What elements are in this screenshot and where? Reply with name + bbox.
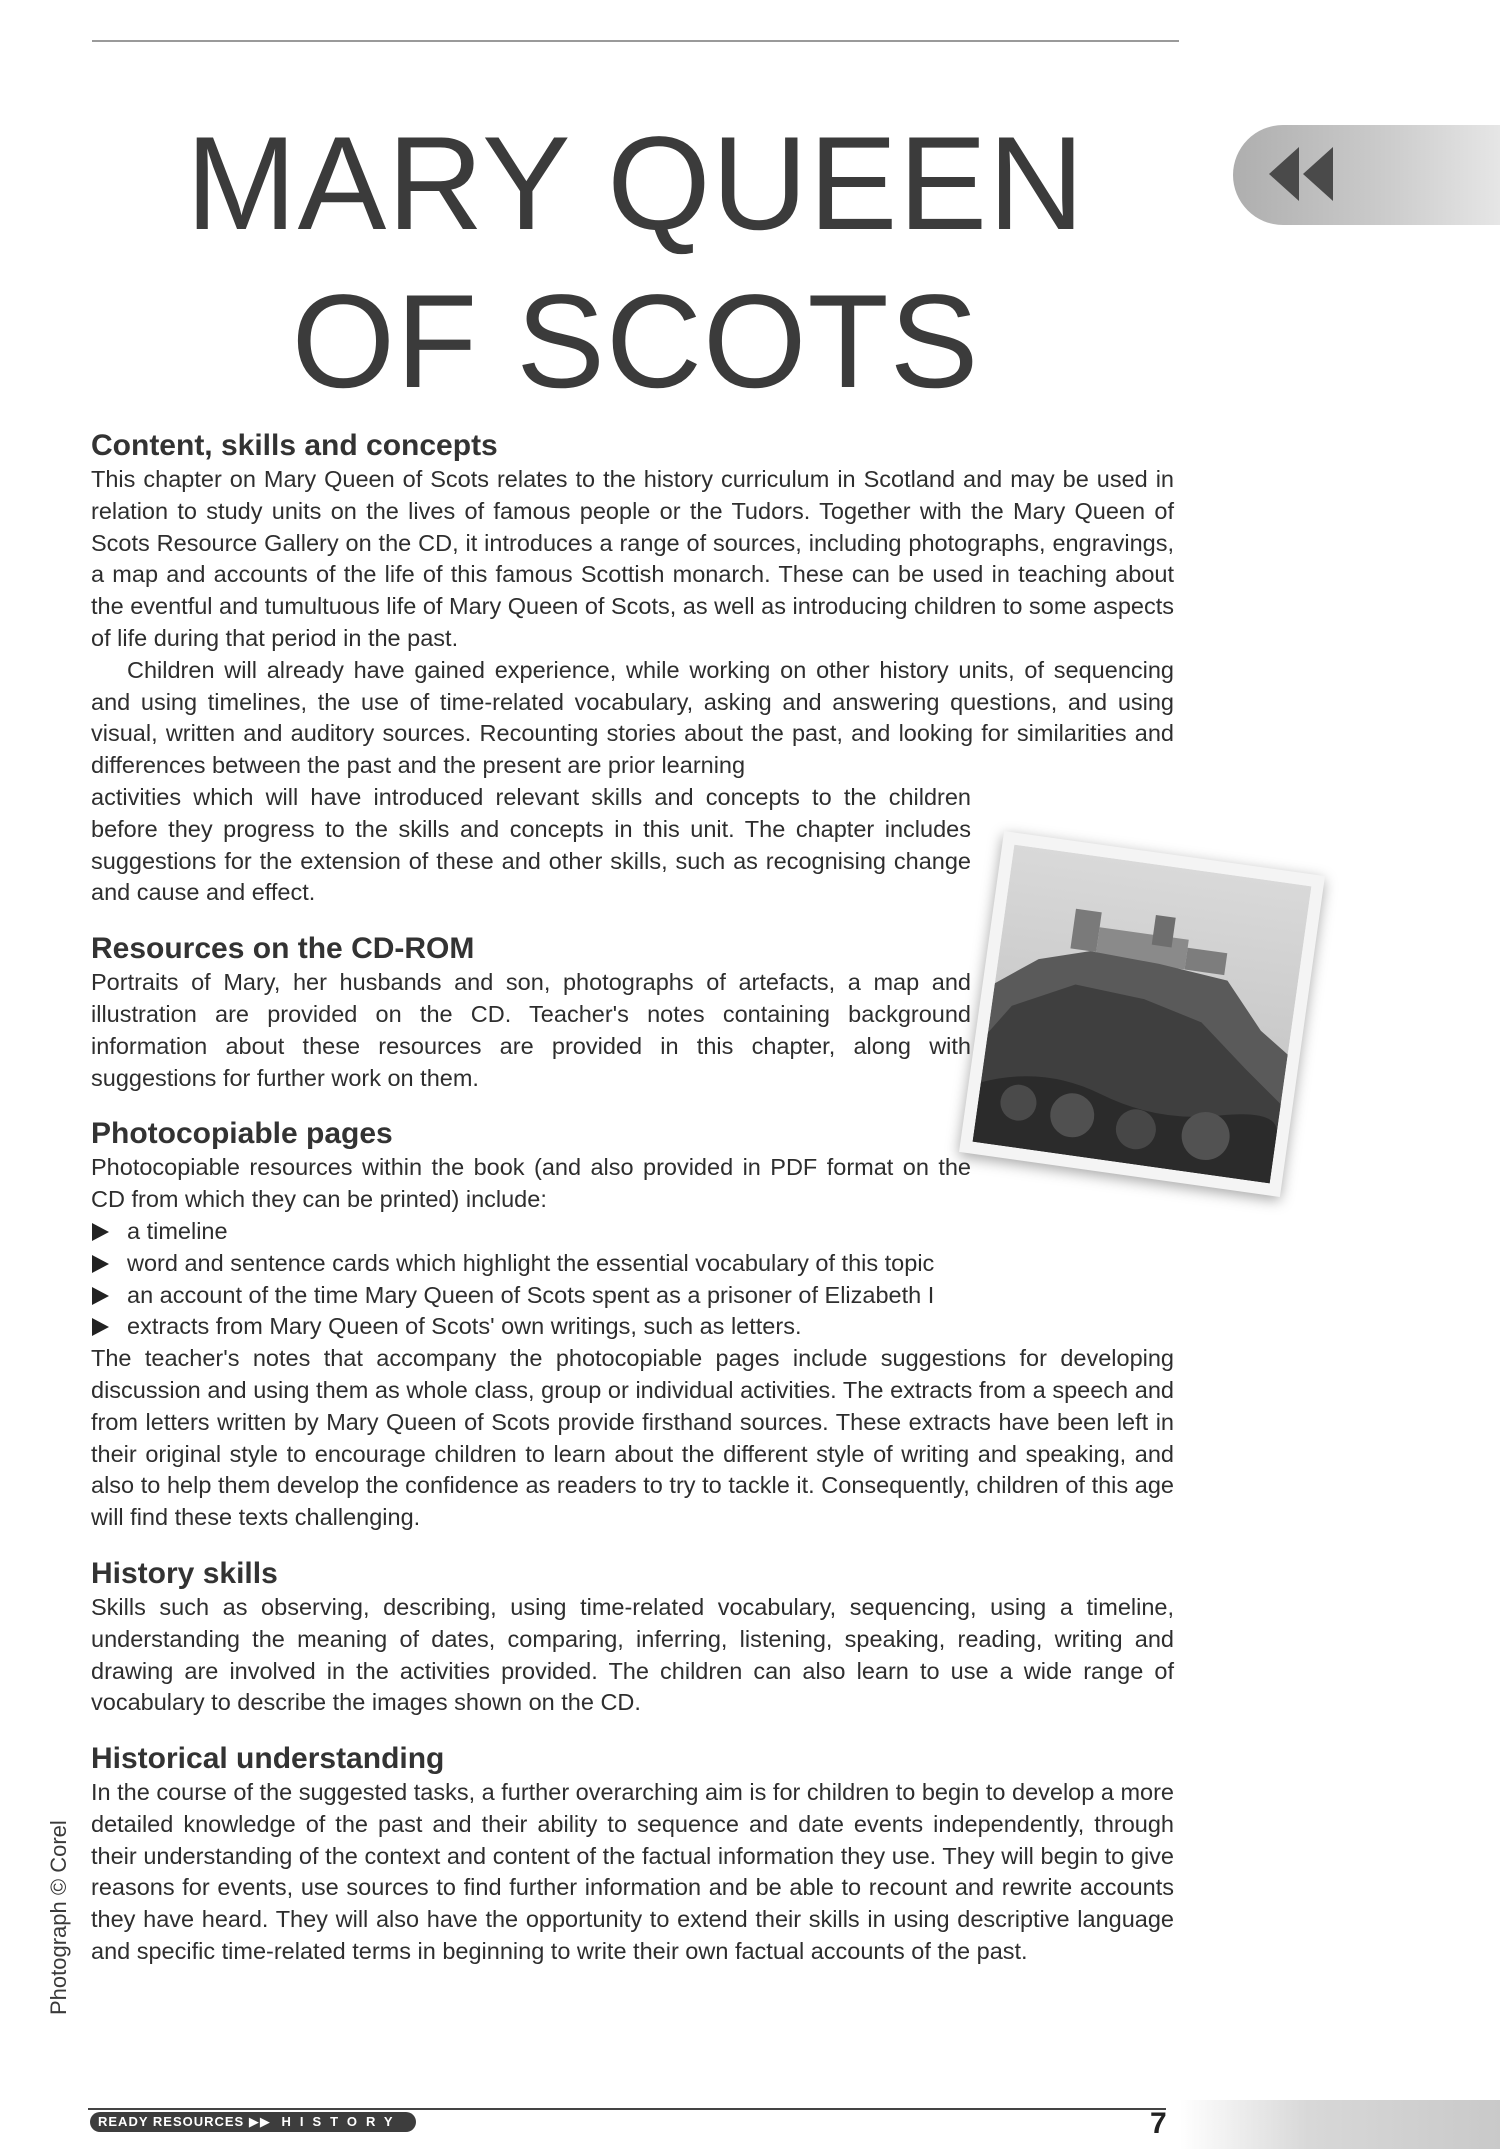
section-content-skills — [91, 428, 1174, 909]
section-history-skills — [91, 1556, 1174, 1719]
section-historical-understanding — [91, 1741, 1174, 1968]
section-heading: Resources on the CD-ROM — [91, 932, 475, 966]
list-item: a timeline — [91, 1216, 1174, 1248]
triangle-bullet-icon — [92, 1255, 109, 1273]
section-heading: Historical understanding — [91, 1742, 445, 1776]
photo-credit: Photograph © Corel — [46, 1820, 71, 2015]
paragraph: Photocopiable resources within the book (and also provided in PDF format on the CD from which they can be printed) include: — [91, 1154, 971, 1213]
footer-rule — [88, 2108, 1166, 2110]
paragraph: Children will already have gained experience, while working on other history units, of sequencing and using timelines, the use of time-related vocabulary, asking and answering questions, and using visual, written and auditory sources. Recounting stories about the past, and looking for similarities and differences between the past and the present are prior learning — [91, 656, 1174, 779]
paragraph: activities which will have introduced relevant skills and concepts to the children before they progress to the skills and concepts in this unit. The chapter includes suggestions for the extension of these and other skills, such as recognising change and cause and effect. — [91, 783, 971, 906]
bullet-list — [91, 1216, 1174, 1343]
list-item: an account of the time Mary Queen of Scots spent as a prisoner of Elizabeth I — [91, 1280, 1174, 1312]
series-name: READY RESOURCES — [98, 2114, 245, 2129]
section-photocopiable — [91, 1116, 1174, 1534]
paragraph: Skills such as observing, describing, using time-related vocabulary, sequencing, using a timeline, understanding the meaning of dates, comparing, inferring, listening, speaking, reading, writing and drawing are involved in the activities provided. The children can also learn to use a wide range of vocabulary to describe the images shown on the CD. — [91, 1593, 1174, 1716]
top-rule — [92, 40, 1179, 42]
subject-name: HISTORY — [281, 2114, 402, 2129]
double-left-arrow-icon — [1269, 147, 1333, 201]
corner-decoration — [1180, 2100, 1500, 2149]
paragraph: The teacher's notes that accompany the photocopiable pages include suggestions for developing discussion and using them as whole class, group or individual activities. The extracts from a speech and from letters written by Mary Queen of Scots provide firsthand sources. These extracts have been left in their original style to encourage children to learn about the different style of writing and speaking, and also to help them develop the confidence as readers to try to tackle it. Consequently, children of this age will find these texts challenging. — [91, 1345, 1174, 1531]
section-heading: History skills — [91, 1556, 278, 1590]
title-line-2: OF SCOTS — [291, 268, 980, 416]
page-title — [92, 105, 1179, 421]
list-item: word and sentence cards which highlight the essential vocabulary of this topic — [91, 1248, 1174, 1280]
paragraph: In the course of the suggested tasks, a further overarching aim is for children to begin to develop a more detailed knowledge of the past and their ability to sequence and date events independently, through their understanding of the context and content of the factual information they use. They will begin to give reasons for events, use sources to find further information and be able to recount and rewrite accounts they have heard. They will also have the opportunity to extend their skills in using descriptive language and specific time-related terms in beginning to write their own factual accounts of the past. — [91, 1779, 1174, 1965]
section-heading: Photocopiable pages — [91, 1117, 393, 1151]
title-line-1: MARY QUEEN — [185, 110, 1086, 258]
chapter-tab — [1233, 125, 1500, 225]
page-number: 7 — [1150, 2107, 1167, 2140]
section-resources — [91, 931, 1174, 1094]
list-item: extracts from Mary Queen of Scots' own writings, such as letters. — [91, 1311, 1174, 1343]
double-right-arrow-icon: ▶▶ — [248, 2114, 271, 2129]
paragraph: Portraits of Mary, her husbands and son, photographs of artefacts, a map and illustration are provided on the CD. Teacher's notes containing background information about these resources are provided in this chapter, along with suggestions for further work on them. — [91, 969, 971, 1091]
main-content — [91, 428, 1174, 1968]
paragraph: This chapter on Mary Queen of Scots relates to the history curriculum in Scotland and may be used in relation to study units on the lives of famous people or the Tudors. Together with the Mary Queen of Scots Resource Gallery on the CD, it introduces a range of sources, including photographs, engravings, a map and accounts of the life of this famous Scottish monarch. These can be used in teaching about the eventful and tumultuous life of Mary Queen of Scots, as well as introducing children to some aspects of life during that period in the past. — [91, 466, 1174, 651]
triangle-bullet-icon — [92, 1318, 109, 1336]
triangle-bullet-icon — [92, 1287, 109, 1305]
footer-series-label — [90, 2112, 416, 2132]
triangle-bullet-icon — [92, 1223, 109, 1241]
section-heading: Content, skills and concepts — [91, 429, 498, 462]
